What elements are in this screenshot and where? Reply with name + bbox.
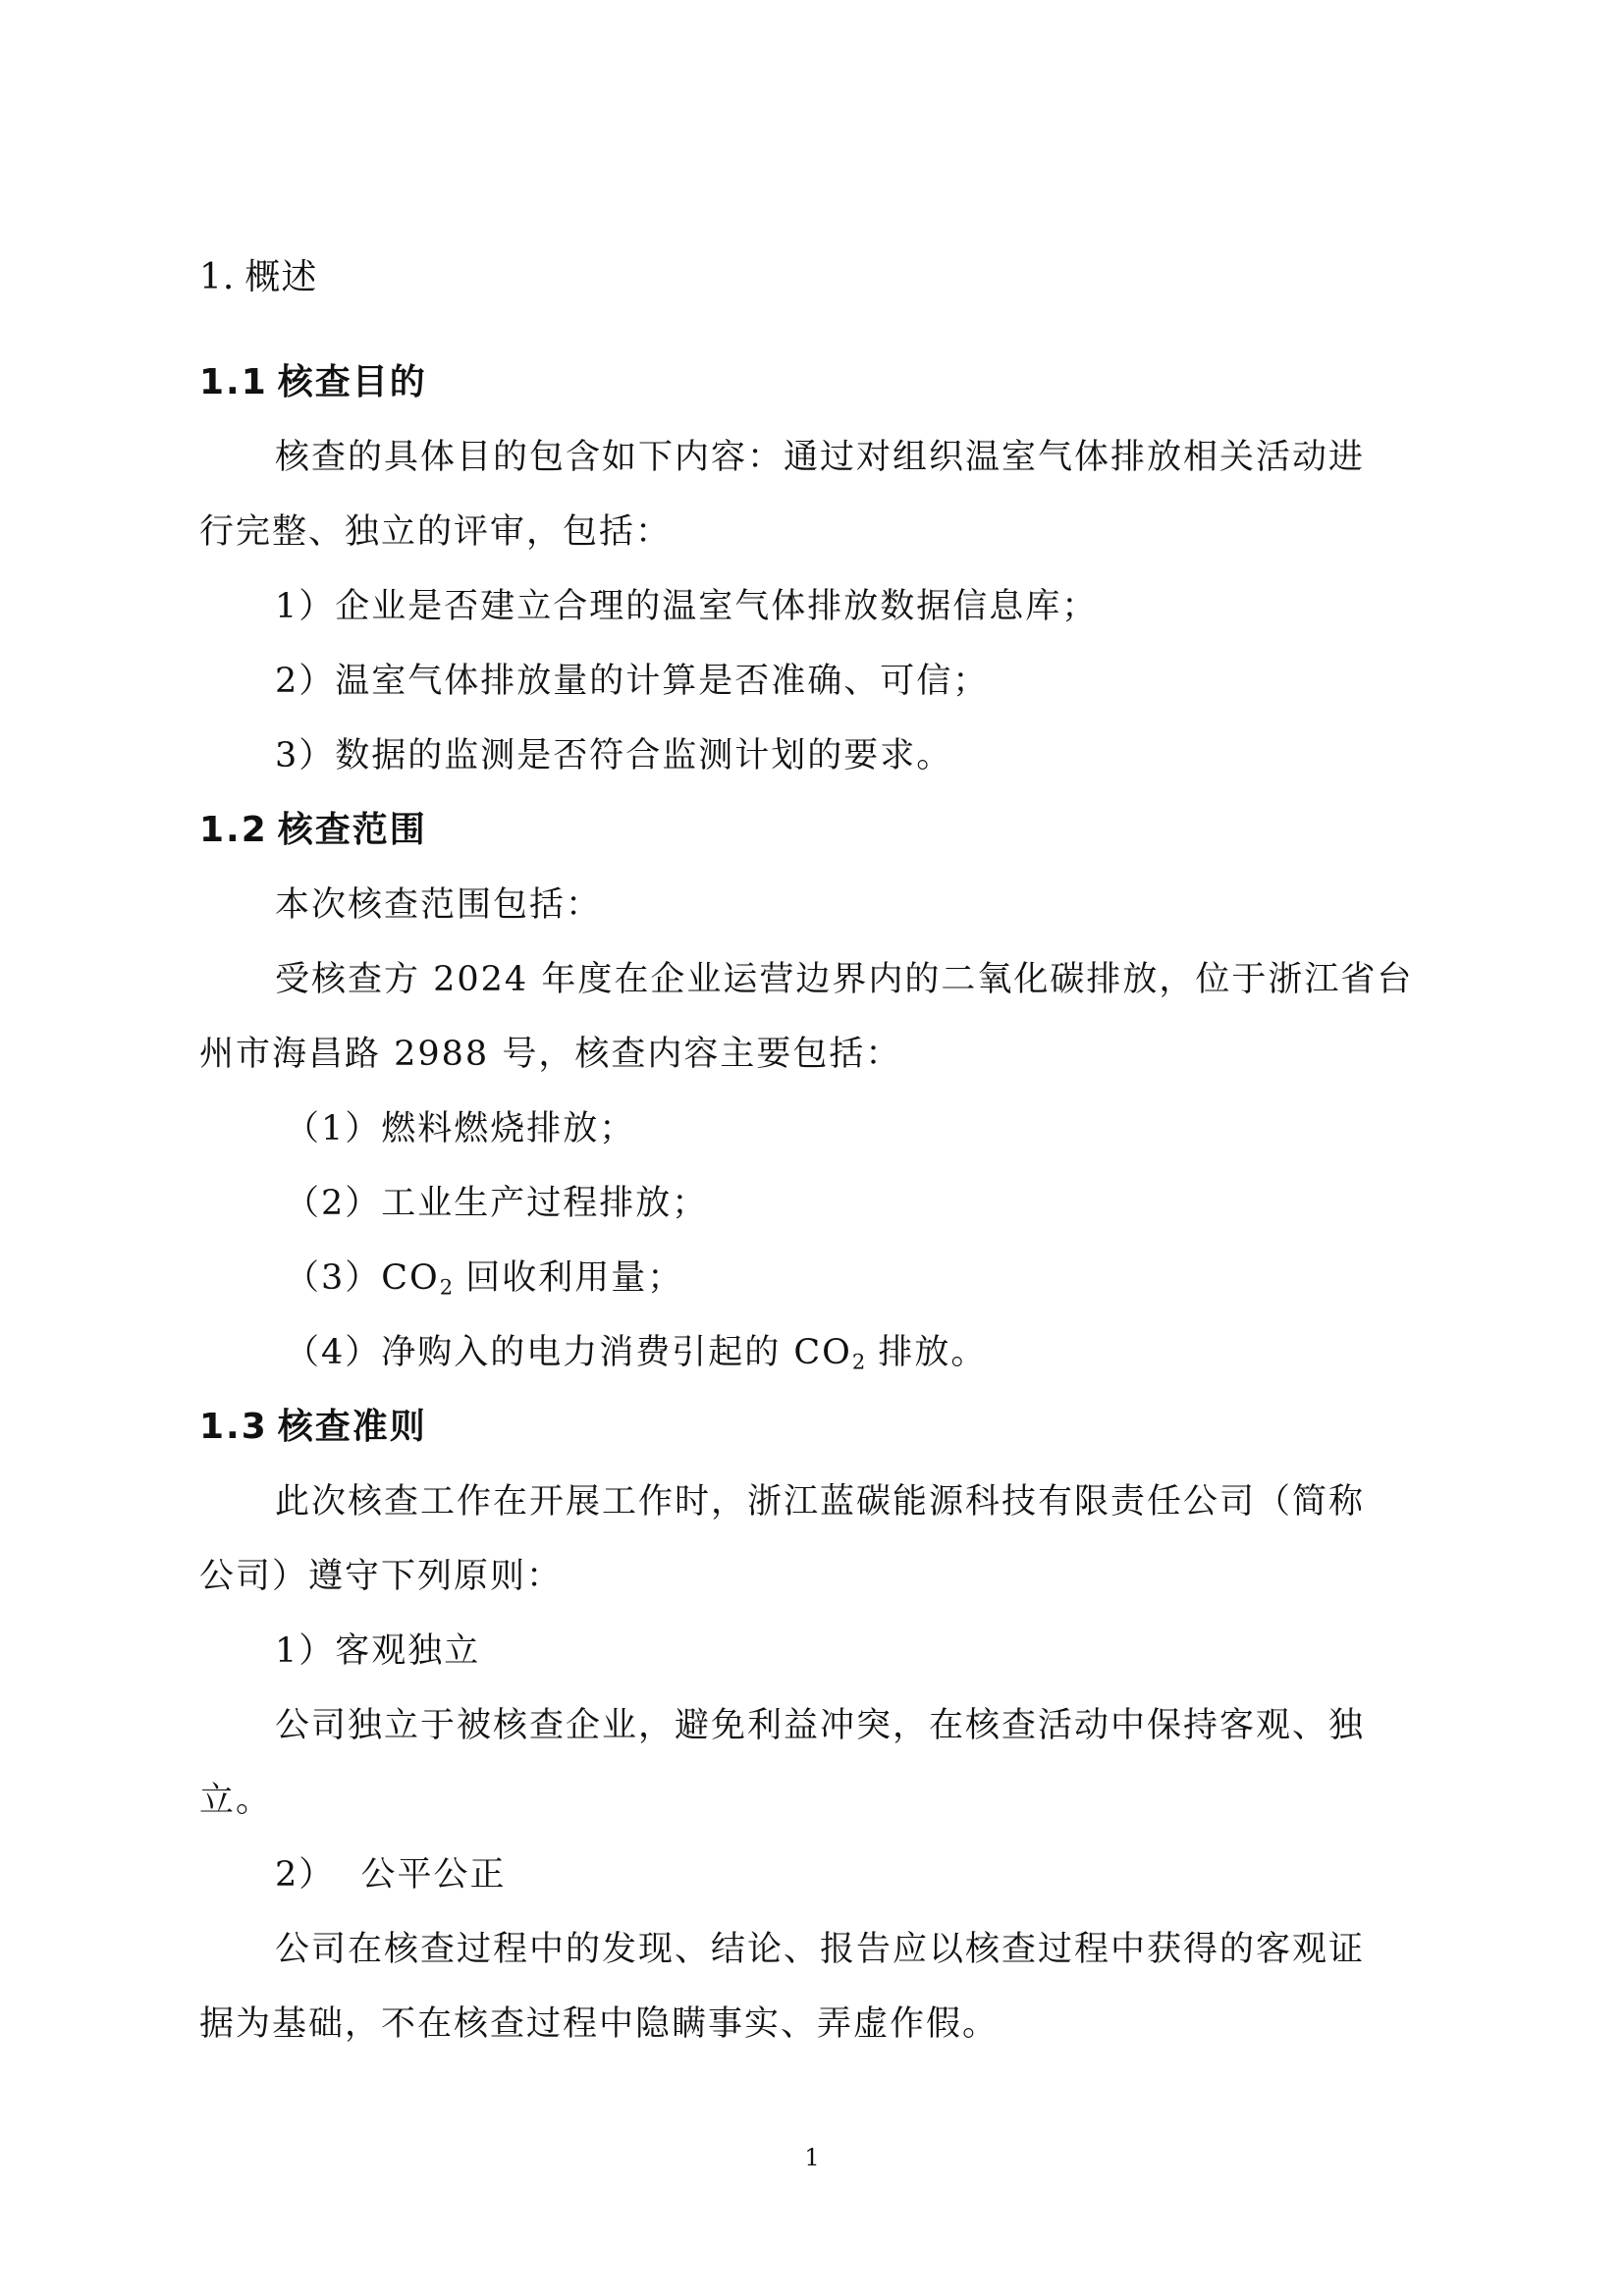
principle-1-title: 1）客观独立 xyxy=(275,1631,481,1671)
scope-item-1: （1）燃料燃烧排放； xyxy=(285,1109,636,1148)
purpose-item-2: 2）温室气体排放量的计算是否准确、可信； xyxy=(275,662,990,701)
scope-item-2: （2）工业生产过程排放； xyxy=(285,1184,709,1223)
section-1-2-number: 1.2 xyxy=(199,810,268,850)
section-1-1-title: 核查目的 xyxy=(277,362,427,402)
section-1-1-heading xyxy=(199,359,427,406)
section-1-3-heading xyxy=(199,1404,427,1451)
section-1-heading xyxy=(199,254,317,301)
purpose-item-1: 1）企业是否建立合理的温室气体排放数据信息库； xyxy=(275,587,1099,626)
scope-item-4 xyxy=(285,1329,987,1385)
scope-line-2: 州市海昌路 2988 号，核查内容主要包括： xyxy=(199,1035,902,1074)
principle-1-line-1: 公司独立于被核查企业，避免利益冲突，在核查活动中保持客观、独 xyxy=(275,1706,1366,1745)
scope-item-3-subscript: 2 xyxy=(439,1275,454,1300)
section-1-3-number: 1.3 xyxy=(199,1407,268,1447)
scope-item-4-prefix: （4）净购入的电力消费引起的 CO xyxy=(285,1333,852,1372)
principle-2-line-1: 公司在核查过程中的发现、结论、报告应以核查过程中获得的客观证 xyxy=(275,1930,1366,1969)
scope-item-4-subscript: 2 xyxy=(851,1350,866,1374)
principle-2-title: 2） 公平公正 xyxy=(275,1855,507,1895)
scope-line-1: 受核查方 2024 年度在企业运营边界内的二氧化碳排放，位于浙江省台 xyxy=(275,960,1414,999)
scope-item-3 xyxy=(285,1255,683,1310)
scope-intro: 本次核查范围包括： xyxy=(275,885,603,925)
purpose-intro-line-1: 核查的具体目的包含如下内容：通过对组织温室气体排放相关活动进 xyxy=(275,438,1366,477)
section-1-3-title: 核查准则 xyxy=(277,1407,427,1447)
principle-2-line-2: 据为基础，不在核查过程中隐瞒事实、弄虚作假。 xyxy=(199,2004,1000,2044)
purpose-item-3: 3）数据的监测是否符合监测计划的要求。 xyxy=(275,736,953,775)
purpose-intro-line-2: 行完整、独立的评审，包括： xyxy=(199,512,673,552)
scope-item-4-suffix: 排放。 xyxy=(865,1333,988,1372)
section-1-number: 1. xyxy=(199,257,236,297)
criteria-intro-line-1: 此次核查工作在开展工作时，浙江蓝碳能源科技有限责任公司（简称 xyxy=(275,1482,1366,1522)
criteria-intro-line-2: 公司）遵守下列原则： xyxy=(199,1557,564,1596)
section-1-2-heading xyxy=(199,807,427,854)
section-1-1-number: 1.1 xyxy=(199,362,268,402)
section-1-title: 概述 xyxy=(244,257,318,297)
scope-item-3-prefix: （3）CO xyxy=(285,1258,440,1298)
section-1-2-title: 核查范围 xyxy=(277,810,427,850)
scope-item-3-suffix: 回收利用量； xyxy=(453,1258,684,1298)
page-number: 1 xyxy=(804,2144,820,2171)
principle-1-line-2: 立。 xyxy=(199,1781,273,1820)
